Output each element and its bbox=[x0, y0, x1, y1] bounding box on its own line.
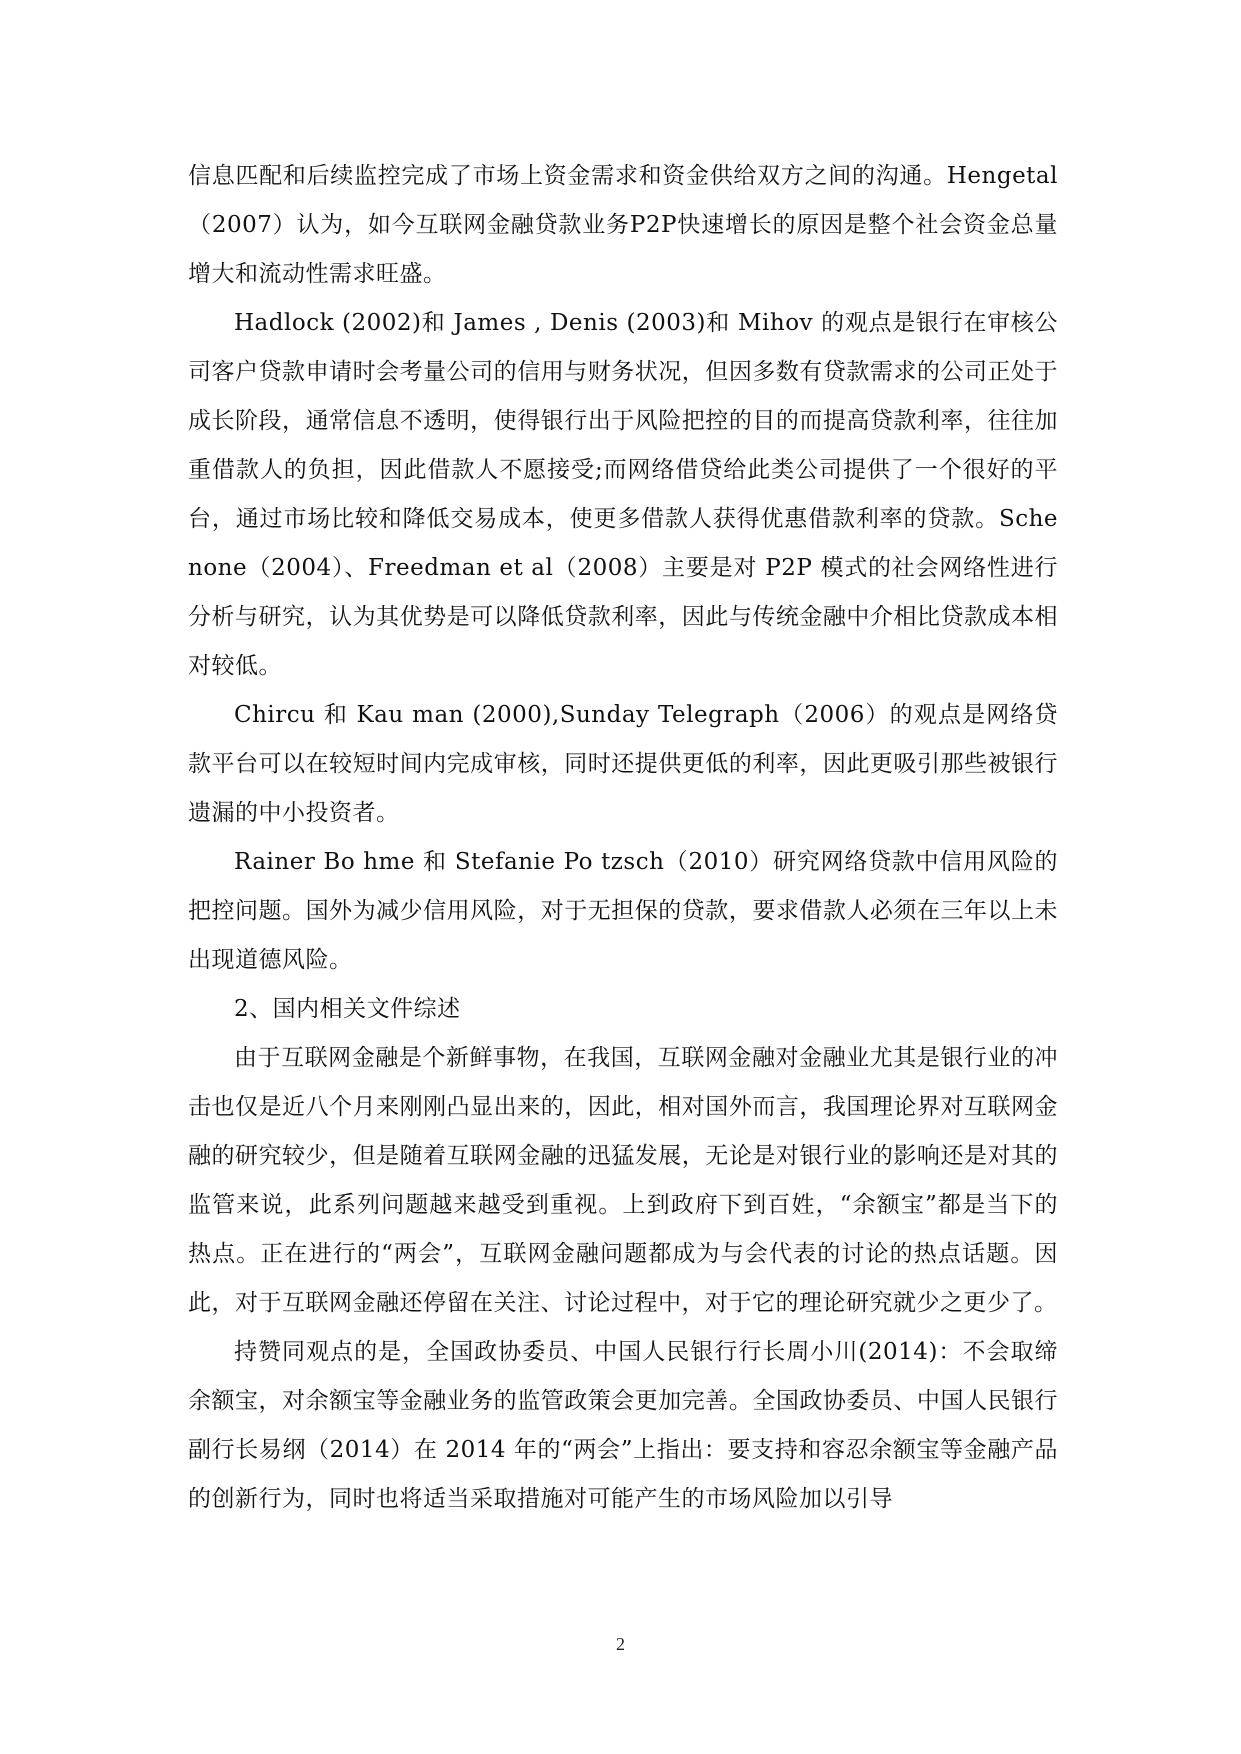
paragraph-hadlock: Hadlock (2002)和 James , Denis (2003)和 Mihov 的观点是银行在审核公司客户贷款申请时会考量公司的信用与财务状况，但因多数有贷款需求的公司正处于成长阶段，通常信息不透明，使得银行出于风险把控的目的而提高贷款利率，往往加重借款人的负担，因此借款人不愿接受;而网络借贷给此类公司提供了一个很好的平台，通过市场比较和降低交易成本，使更多借款人获得优惠借款利率的贷款。Schenone（2004）、Freedman et al（2008）主要是对 P2P 模式的社会网络性进行分析与研究，认为其优势是可以降低贷款利率，因此与传统金融中介相比贷款成本相对较低。 bbox=[188, 310, 1058, 679]
paragraph-rainer: Rainer Bo hme 和 Stefanie Po tzsch（2010）研究网络贷款中信用风险的把控问题。国外为减少信用风险，对于无担保的贷款，要求借款人必须在三年以上未出现道德风险。 bbox=[188, 849, 1058, 973]
paragraph-chircu: Chircu 和 Kau man (2000),Sunday Telegraph（2006）的观点是网络贷款平台可以在较短时间内完成审核，同时还提供更低的利率，因此更吸引那些被银行遗漏的中小投资者。 bbox=[188, 702, 1058, 826]
paragraph-p2p-continued: 信息匹配和后续监控完成了市场上资金需求和资金供给双方之间的沟通。Hengetal（2007）认为，如今互联网金融贷款业务P2P快速增长的原因是整个社会资金总量增大和流动性需求旺盛。 bbox=[188, 163, 1058, 287]
body-text bbox=[188, 152, 1058, 1524]
paragraph-supporting-views: 持赞同观点的是，全国政协委员、中国人民银行行长周小川(2014)：不会取缔余额宝，对余额宝等金融业务的监管政策会更加完善。全国政协委员、中国人民银行副行长易纲（2014）在 2014 年的“两会”上指出：要支持和容忍余额宝等金融产品的创新行为，同时也将适当采取措施对可能产生的市场风险加以引导 bbox=[188, 1339, 1058, 1512]
page-number: 2 bbox=[616, 1634, 625, 1654]
section-heading-domestic-review: 2、国内相关文件综述 bbox=[234, 996, 461, 1022]
paragraph-domestic-intro: 由于互联网金融是个新鲜事物，在我国，互联网金融对金融业尤其是银行业的冲击也仅是近八个月来刚刚凸显出来的，因此，相对国外而言，我国理论界对互联网金融的研究较少，但是随着互联网金融的迅猛发展，无论是对银行业的影响还是对其的监管来说，此系列问题越来越受到重视。上到政府下到百姓，“余额宝”都是当下的热点。正在进行的“两会”，互联网金融问题都成为与会代表的讨论的热点话题。因此，对于互联网金融还停留在关注、讨论过程中，对于它的理论研究就少之更少了。 bbox=[188, 1045, 1058, 1316]
